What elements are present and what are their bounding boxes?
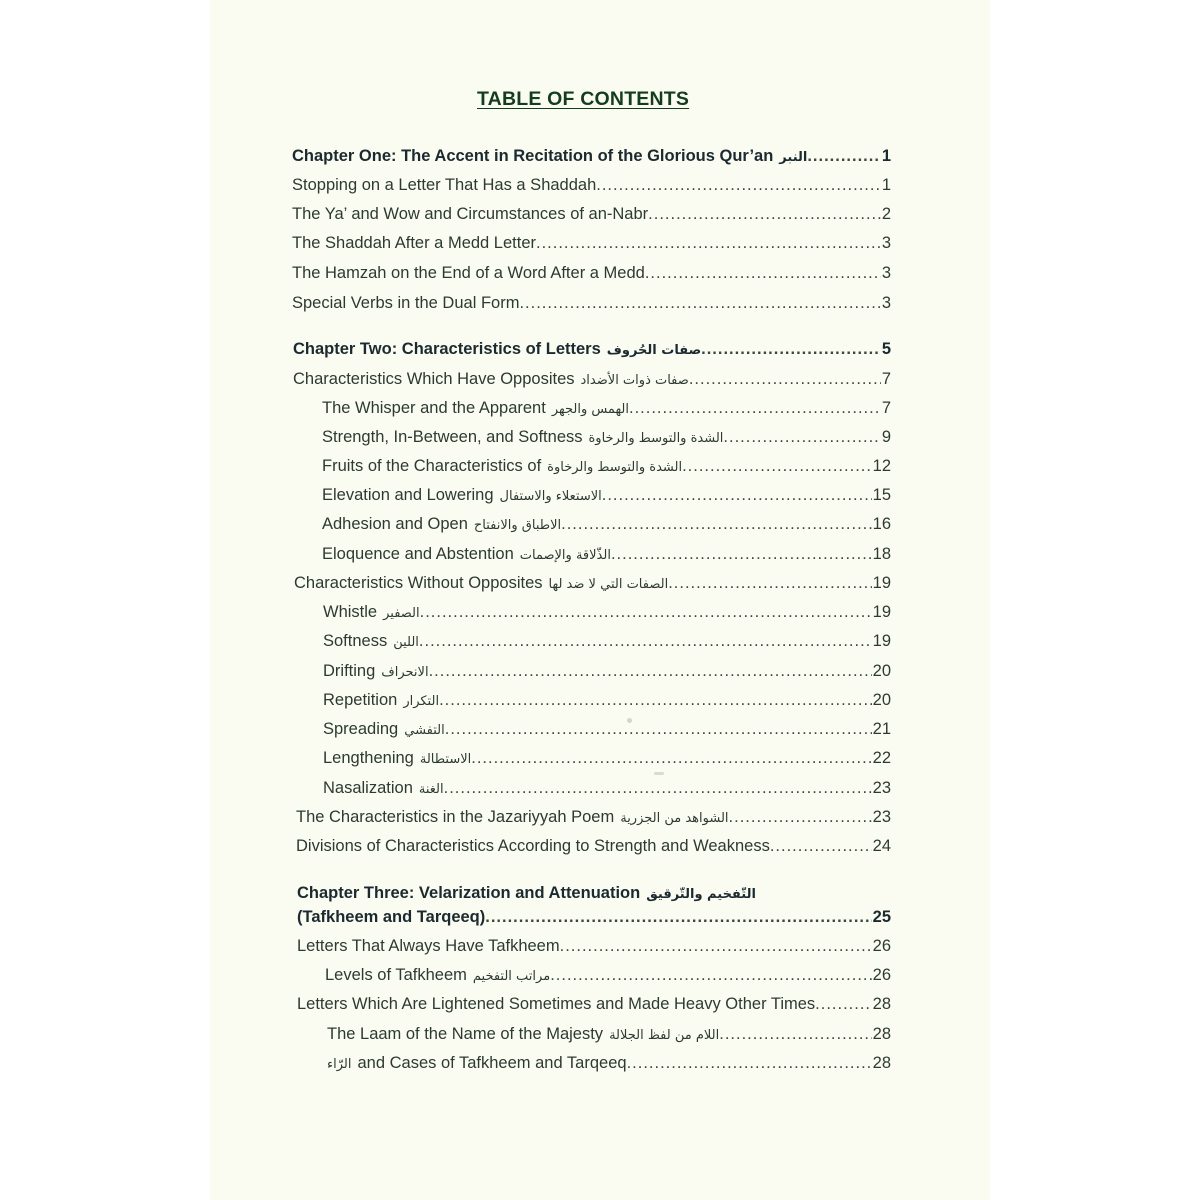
entry-page-number: 28 (872, 1025, 891, 1043)
entry-page-number: 25 (872, 908, 891, 926)
entry-title: Drifting (323, 662, 376, 680)
entry-arabic-title: الشدة والتوسط والرخاوة (547, 460, 683, 475)
entry-arabic-title: اللام من لفظ الجلالة (609, 1028, 720, 1043)
entry-title: The Laam of the Name of the Majesty (327, 1025, 604, 1043)
toc-entry (297, 937, 891, 961)
toc-chapter-heading (297, 884, 891, 908)
toc-chapter-heading (292, 147, 891, 171)
toc-entry (322, 545, 891, 569)
entry-title: Chapter Two: Characteristics of Letters (293, 340, 601, 358)
toc-entry (293, 370, 891, 394)
entry-title: Chapter One: The Accent in Recitation of the Glorious Qur’an (292, 147, 774, 165)
dot-leader (629, 399, 881, 418)
toc-entry (323, 603, 891, 627)
entry-page-number: 26 (872, 937, 891, 955)
dot-leader (648, 205, 881, 224)
entry-page-number: 16 (872, 515, 891, 533)
toc-entry (294, 574, 891, 598)
entry-title: Eloquence and Abstention (322, 545, 514, 563)
entry-title: Strength, In-Between, and Softness (322, 428, 583, 446)
dot-leader (420, 603, 872, 622)
entry-page-number: 20 (872, 662, 891, 680)
entry-page-number: 1 (881, 147, 891, 165)
dot-leader (561, 515, 872, 534)
toc-chapter-heading (293, 340, 891, 364)
dot-leader (668, 574, 871, 593)
entry-arabic-title: صفات ذوات الأضداد (580, 373, 689, 388)
dot-leader (550, 966, 871, 985)
toc-entry (322, 486, 891, 510)
entry-arabic-title: الرّاء (327, 1057, 352, 1072)
dot-leader (602, 486, 872, 505)
entry-arabic-title: الاستطالة (419, 752, 472, 767)
toc-entry (292, 234, 891, 258)
toc-list (210, 0, 990, 1200)
entry-title: Letters That Always Have Tafkheem (297, 937, 560, 955)
entry-title: Levels of Tafkheem (325, 966, 467, 984)
entry-page-number: 1 (881, 176, 891, 194)
toc-entry (296, 837, 891, 861)
entry-arabic-title: الهمس والجهر (551, 402, 630, 417)
entry-title: Spreading (323, 720, 399, 738)
entry-page-number: 26 (872, 966, 891, 984)
toc-entry (325, 966, 891, 990)
dot-leader (723, 428, 880, 447)
book-page (210, 0, 990, 1200)
toc-entry (323, 779, 891, 803)
entry-arabic-title: اللين (393, 635, 419, 650)
dot-leader (611, 545, 872, 564)
entry-title: Characteristics Without Opposites (294, 574, 543, 592)
toc-entry (292, 264, 891, 288)
entry-title: (Tafkheem and Tarqeeq) (297, 908, 486, 926)
entry-title: The Shaddah After a Medd Letter (292, 234, 536, 252)
dot-leader (770, 837, 872, 856)
entry-arabic-title: الصفات التي لا ضد لها (548, 577, 669, 592)
dot-leader (419, 632, 872, 651)
dot-leader (682, 457, 872, 476)
entry-title: Repetition (323, 691, 398, 709)
entry-title: Characteristics Which Have Opposites (293, 370, 575, 388)
toc-entry (327, 1054, 891, 1078)
dot-leader (627, 1054, 872, 1073)
entry-title: and Cases of Tafkheem and Tarqeeq (357, 1054, 627, 1072)
entry-page-number: 20 (872, 691, 891, 709)
dot-leader (807, 147, 880, 166)
entry-arabic-title: الشواهد من الجزرية (620, 811, 729, 826)
toc-entry (292, 176, 891, 200)
entry-arabic-title: التّفخيم والتّرقيق (646, 887, 756, 902)
entry-title: Softness (323, 632, 388, 650)
entry-page-number: 23 (872, 779, 891, 797)
dot-leader (485, 908, 871, 927)
entry-title: Letters Which Are Lightened Sometimes and Made Heavy Other Times (297, 995, 816, 1013)
toc-entry (323, 632, 891, 656)
toc-entry (323, 720, 891, 744)
toc-entry (323, 749, 891, 773)
entry-title: Chapter Three: Velarization and Attenuation (297, 884, 641, 902)
toc-entry (296, 808, 891, 832)
entry-arabic-title: الانحراف (381, 665, 429, 680)
entry-arabic-title: التكرار (403, 694, 440, 709)
entry-title: The Hamzah on the End of a Word After a Medd (292, 264, 645, 282)
toc-entry (292, 205, 891, 229)
toc-entry (322, 428, 891, 452)
toc-entry (322, 515, 891, 539)
entry-page-number: 2 (881, 205, 891, 223)
entry-title: Adhesion and Open (322, 515, 468, 533)
toc-entry (292, 294, 891, 318)
entry-arabic-title: الشدة والتوسط والرخاوة (588, 431, 724, 446)
entry-title: Special Verbs in the Dual Form (292, 294, 520, 312)
ink-speck (654, 772, 664, 775)
entry-title: The Characteristics in the Jazariyyah Poem (296, 808, 615, 826)
dot-leader (445, 720, 872, 739)
entry-page-number: 3 (881, 234, 891, 252)
entry-page-number: 18 (872, 545, 891, 563)
toc-entry (322, 457, 891, 481)
entry-page-number: 22 (872, 749, 891, 767)
dot-leader (560, 937, 872, 956)
entry-arabic-title: الصفير (383, 606, 420, 621)
entry-page-number: 15 (872, 486, 891, 504)
ink-speck (627, 718, 632, 723)
entry-arabic-title: التفشي (404, 723, 445, 738)
entry-title: Nasalization (323, 779, 413, 797)
entry-title: Lengthening (323, 749, 414, 767)
entry-title: Stopping on a Letter That Has a Shaddah (292, 176, 597, 194)
entry-page-number: 3 (881, 264, 891, 282)
entry-page-number: 19 (872, 632, 891, 650)
dot-leader (719, 1025, 871, 1044)
entry-page-number: 7 (881, 399, 891, 417)
entry-page-number: 28 (872, 995, 891, 1013)
entry-title: Elevation and Lowering (322, 486, 494, 504)
entry-title: Fruits of the Characteristics of (322, 457, 542, 475)
entry-page-number: 12 (872, 457, 891, 475)
entry-title: Divisions of Characteristics According to Strength and Weakness (296, 837, 770, 855)
entry-page-number: 7 (881, 370, 891, 388)
dot-leader (519, 294, 880, 313)
dot-leader (536, 234, 881, 253)
entry-page-number: 19 (872, 603, 891, 621)
dot-leader (729, 808, 872, 827)
dot-leader (815, 995, 871, 1014)
entry-page-number: 9 (881, 428, 891, 446)
dot-leader (689, 370, 881, 389)
dot-leader (444, 779, 872, 798)
toc-entry (322, 399, 891, 423)
dot-leader (439, 691, 872, 710)
toc-title: TABLE OF CONTENTS (477, 88, 690, 110)
entry-page-number: 19 (872, 574, 891, 592)
toc-entry (323, 662, 891, 686)
dot-leader (429, 662, 872, 681)
toc-entry (297, 995, 891, 1019)
toc-entry (323, 691, 891, 715)
entry-page-number: 28 (872, 1054, 891, 1072)
entry-title: The Whisper and the Apparent (322, 399, 546, 417)
entry-page-number: 21 (872, 720, 891, 738)
dot-leader (596, 176, 881, 195)
entry-arabic-title: مراتب التفخيم (472, 969, 551, 984)
entry-title: Whistle (323, 603, 378, 621)
entry-page-number: 5 (881, 340, 891, 358)
entry-page-number: 3 (881, 294, 891, 312)
entry-arabic-title: الغنة (418, 782, 444, 797)
toc-entry (327, 1025, 891, 1049)
entry-arabic-title: صفات الحُروف (606, 343, 702, 358)
entry-page-number: 24 (872, 837, 891, 855)
entry-arabic-title: الاستعلاء والاستفال (499, 489, 602, 504)
entry-arabic-title: النبر (779, 150, 808, 165)
dot-leader (701, 340, 881, 359)
dot-leader (471, 749, 871, 768)
entry-title: The Ya’ and Wow and Circumstances of an-Nabr (292, 205, 649, 223)
dot-leader (645, 264, 881, 283)
entry-page-number: 23 (872, 808, 891, 826)
toc-chapter-heading (297, 908, 891, 932)
entry-arabic-title: الذّلاقة والإصمات (519, 548, 611, 563)
entry-arabic-title: الاطباق والانفتاح (473, 518, 562, 533)
